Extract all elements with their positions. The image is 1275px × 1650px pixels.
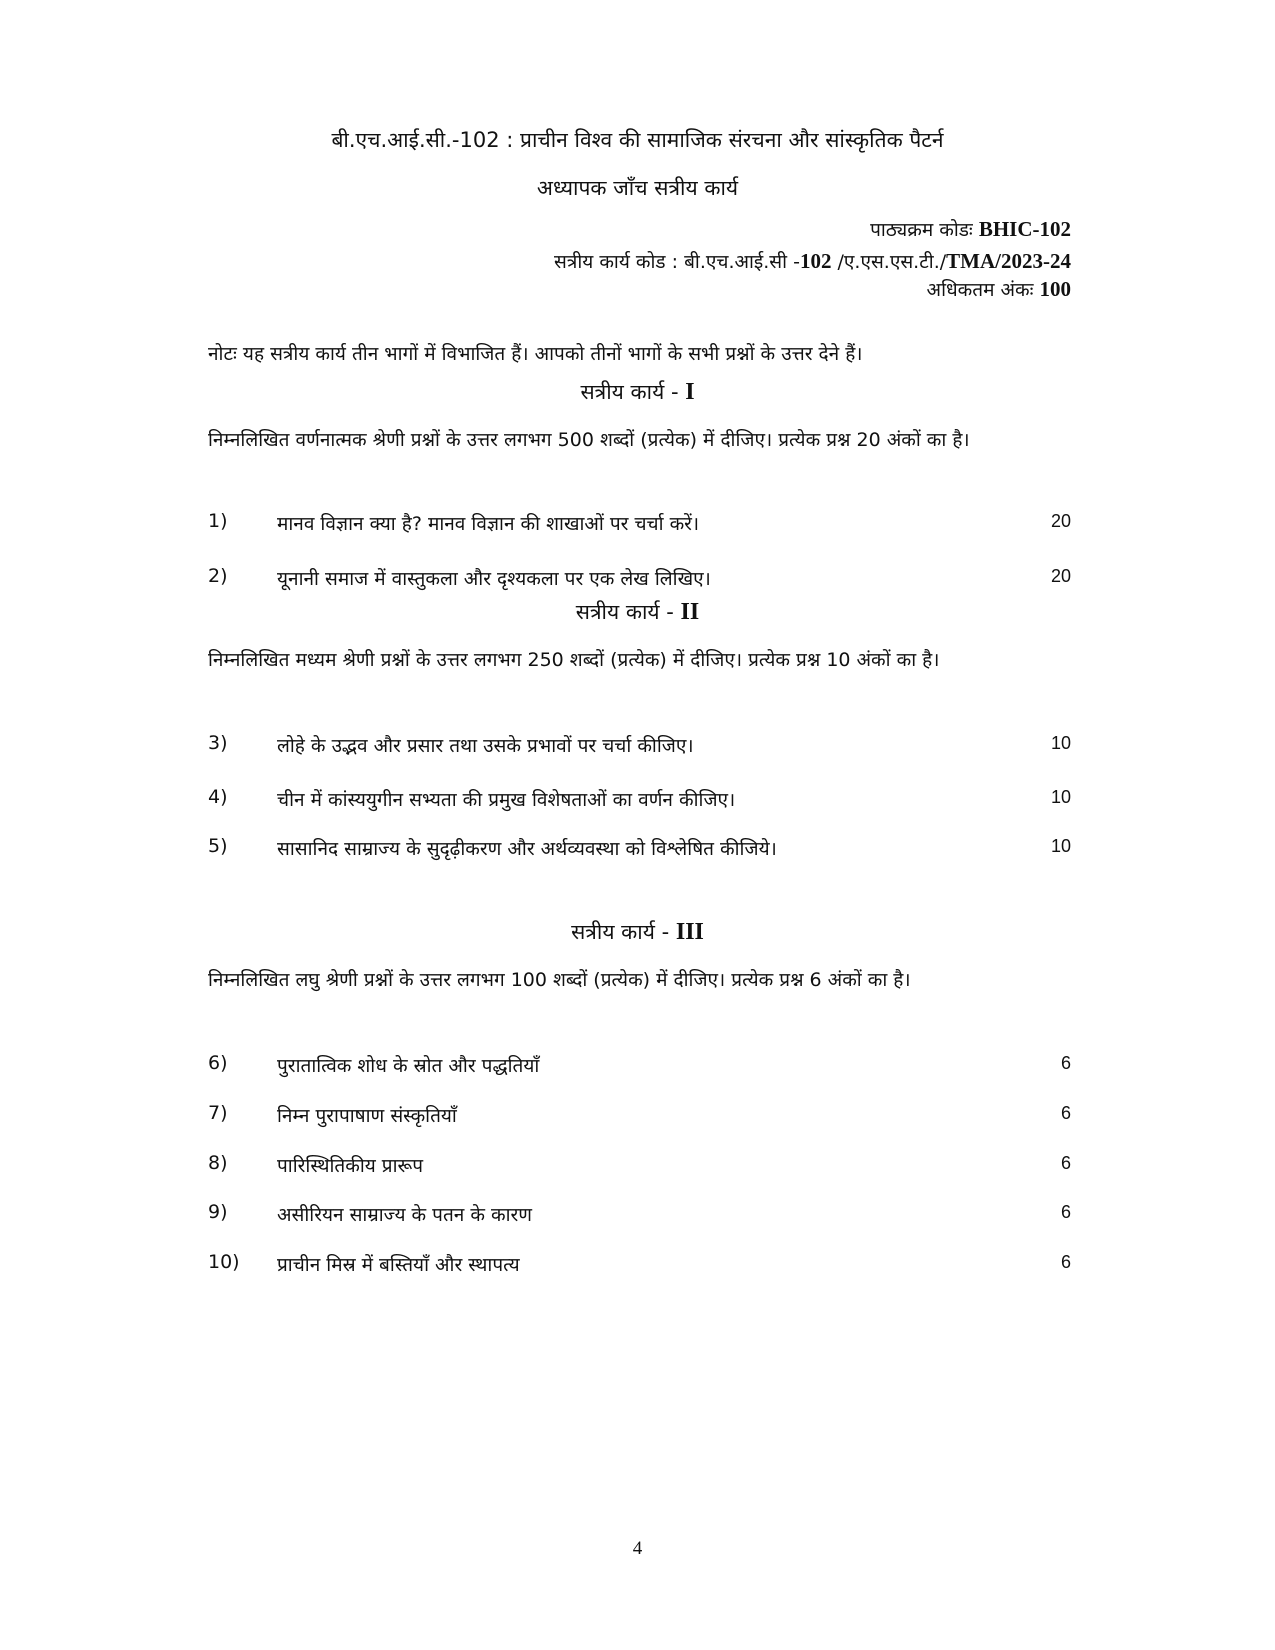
question-text: पुरातात्विक शोध के स्रोत और पद्धतियाँ — [277, 1055, 540, 1077]
question-text: असीरियन साम्राज्य के पतन के कारण — [277, 1204, 533, 1226]
max-marks: 100 — [1039, 277, 1071, 301]
question-text: पारिस्थितिकीय प्रारूप — [277, 1155, 424, 1177]
course-code-line — [870, 216, 1071, 242]
question-text: लोहे के उद्भव और प्रसार तथा उसके प्रभावों पर चर्चा कीजिए। — [277, 735, 694, 757]
question-number: 7) — [208, 1102, 228, 1124]
question-marks: 10 — [1050, 733, 1071, 753]
assignment-code-line — [554, 248, 1071, 274]
question-number: 10) — [208, 1251, 240, 1273]
question-number: 5) — [208, 835, 228, 857]
question-marks: 6 — [1060, 1153, 1071, 1173]
question-text: निम्न पुरापाषाण संस्कृतियाँ — [277, 1105, 457, 1127]
assignment-code-mid: /ए.एस.एस.टी./ — [831, 251, 947, 273]
question-marks: 10 — [1050, 836, 1071, 856]
question-text: मानव विज्ञान क्या है? मानव विज्ञान की शाखाओं पर चर्चा करें। — [277, 513, 700, 535]
max-marks-label: अधिकतम अंकः — [926, 279, 1034, 301]
question-number: 2) — [208, 565, 228, 587]
question-marks: 6 — [1060, 1252, 1071, 1272]
question-marks: 6 — [1060, 1103, 1071, 1123]
note-text: नोटः यह सत्रीय कार्य तीन भागों में विभाजित हैं। आपको तीनों भागों के सभी प्रश्नों के उत्तर देने हैं। — [208, 343, 863, 365]
assignment-code-label: सत्रीय कार्य कोड : बी.एच.आई.सी - — [554, 251, 800, 273]
course-code: BHIC-102 — [978, 217, 1071, 241]
question-text: प्राचीन मिस्र में बस्तियाँ और स्थापत्य — [277, 1254, 520, 1276]
question-marks: 6 — [1060, 1202, 1071, 1222]
question-number: 4) — [208, 786, 228, 808]
section-instruction-3: निम्नलिखित लघु श्रेणी प्रश्नों के उत्तर लगभग 100 शब्दों (प्रत्येक) में दीजिए। प्रत्येक प्रश्न 6 अंकों का है। — [208, 969, 911, 991]
question-number: 3) — [208, 732, 228, 754]
assignment-code-num: 102 — [799, 249, 832, 273]
section-label: सत्रीय कार्य - — [580, 380, 679, 404]
question-text: सासानिद साम्राज्य के सुदृढ़ीकरण और अर्थव्यवस्था को विश्लेषित कीजिये। — [277, 838, 777, 860]
section-numeral: III — [675, 919, 704, 945]
section-heading-1 — [0, 378, 1275, 406]
section-label: सत्रीय कार्य - — [575, 600, 674, 624]
section-instruction-1: निम्नलिखित वर्णनात्मक श्रेणी प्रश्नों के उत्तर लगभग 500 शब्दों (प्रत्येक) में दीजिए। प्रत्येक प्रश्न 20 अंकों का है। — [208, 429, 970, 451]
question-marks: 10 — [1050, 787, 1071, 807]
course-code-label: पाठ्यक्रम कोडः — [870, 219, 973, 241]
section-instruction-2: निम्नलिखित मध्यम श्रेणी प्रश्नों के उत्तर लगभग 250 शब्दों (प्रत्येक) में दीजिए। प्रत्येक प्रश्न 10 अंकों का है। — [208, 649, 940, 671]
question-text: यूनानी समाज में वास्तुकला और दृश्यकला पर एक लेख लिखिए। — [277, 568, 711, 590]
section-numeral: II — [680, 599, 700, 625]
section-label: सत्रीय कार्य - — [571, 920, 670, 944]
question-text: चीन में कांस्ययुगीन सभ्यता की प्रमुख विशेषताओं का वर्णन कीजिए। — [277, 789, 736, 811]
question-marks: 20 — [1050, 566, 1071, 586]
question-number: 1) — [208, 510, 228, 532]
page-number: 4 — [632, 1538, 643, 1559]
question-number: 9) — [208, 1201, 228, 1223]
question-number: 6) — [208, 1052, 228, 1074]
question-marks: 6 — [1060, 1053, 1071, 1073]
document-subtitle: अध्यापक जाँच सत्रीय कार्य — [536, 176, 739, 200]
question-marks: 20 — [1050, 511, 1071, 531]
question-number: 8) — [208, 1152, 228, 1174]
section-numeral: I — [685, 379, 695, 405]
section-heading-2 — [0, 598, 1275, 626]
max-marks-line — [927, 276, 1071, 302]
section-heading-3 — [0, 918, 1275, 946]
document-title: बी.एच.आई.सी.-102 : प्राचीन विश्व की सामाजिक संरचना और सांस्कृतिक पैटर्न — [331, 128, 944, 152]
assignment-code-tail: TMA/2023-24 — [946, 249, 1071, 273]
